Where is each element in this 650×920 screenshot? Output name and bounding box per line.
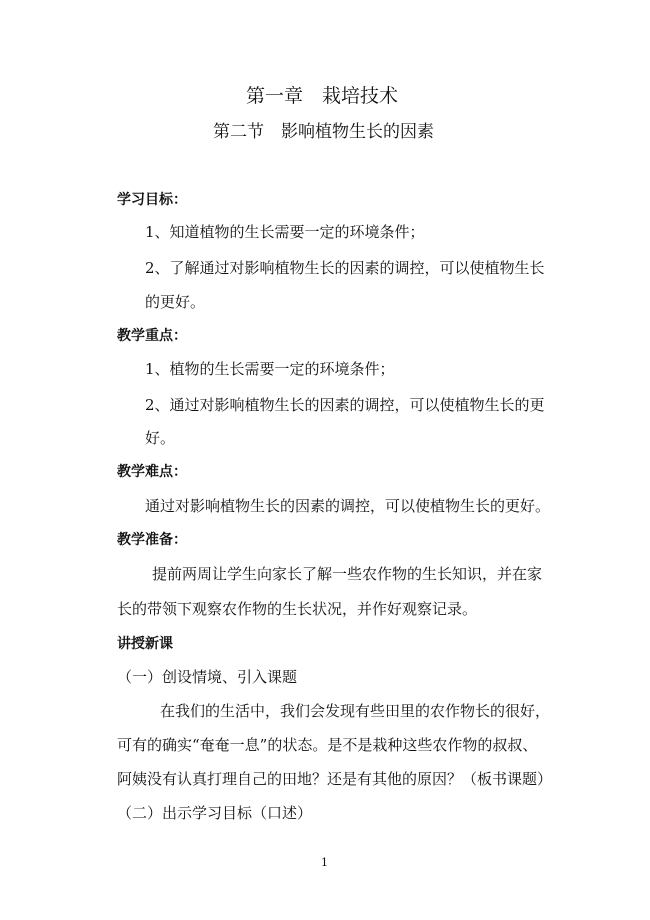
- key-points-heading: 教学重点：: [117, 328, 187, 344]
- new-lesson-heading: 讲授新课: [117, 636, 173, 652]
- goals-item-2-line-2: 的更好。: [145, 293, 206, 311]
- page-number: 1: [321, 856, 328, 869]
- part1-line-1: 在我们的生活中，我们会发现有些田里的农作物长的很好，: [160, 702, 551, 720]
- chapter-title: 第一章 栽培技术: [246, 85, 399, 107]
- preparation-heading: 教学准备：: [117, 532, 187, 548]
- key-points-item-2-line-1: 2、通过对影响植物生长的因素的调控，可以使植物生长的更: [145, 396, 545, 414]
- part1-title: （一）创设情境、引入课题: [117, 668, 298, 686]
- goals-heading: 学习目标：: [117, 192, 187, 208]
- part2-title: （二）出示学习目标（口述）: [117, 804, 313, 822]
- difficulties-text: 通过对影响植物生长的因素的调控，可以使植物生长的更好。: [145, 497, 551, 515]
- section-title: 第二节 影响植物生长的因素: [213, 122, 434, 142]
- key-points-item-2-line-2: 好。: [145, 429, 176, 447]
- preparation-line-1: 提前两周让学生向家长了解一些农作物的生长知识，并在家: [152, 565, 543, 583]
- key-points-item-1: 1、植物的生长需要一定的环境条件；: [145, 360, 395, 378]
- goals-item-1: 1、知道植物的生长需要一定的环境条件；: [145, 223, 425, 241]
- preparation-line-2: 长的带领下观察农作物的生长状况，并作好观察记录。: [117, 600, 478, 618]
- goals-item-2-line-1: 2、了解通过对影响植物生长的因素的调控，可以使植物生长: [145, 259, 545, 277]
- part1-line-2: 可有的确实“奄奄一息”的状态。是不是栽种这些农作物的叔叔、: [117, 736, 538, 754]
- part1-line-3: 阿姨没有认真打理自己的田地？还是有其他的原因？（板书课题）: [117, 770, 553, 788]
- difficulties-heading: 教学难点：: [117, 464, 187, 480]
